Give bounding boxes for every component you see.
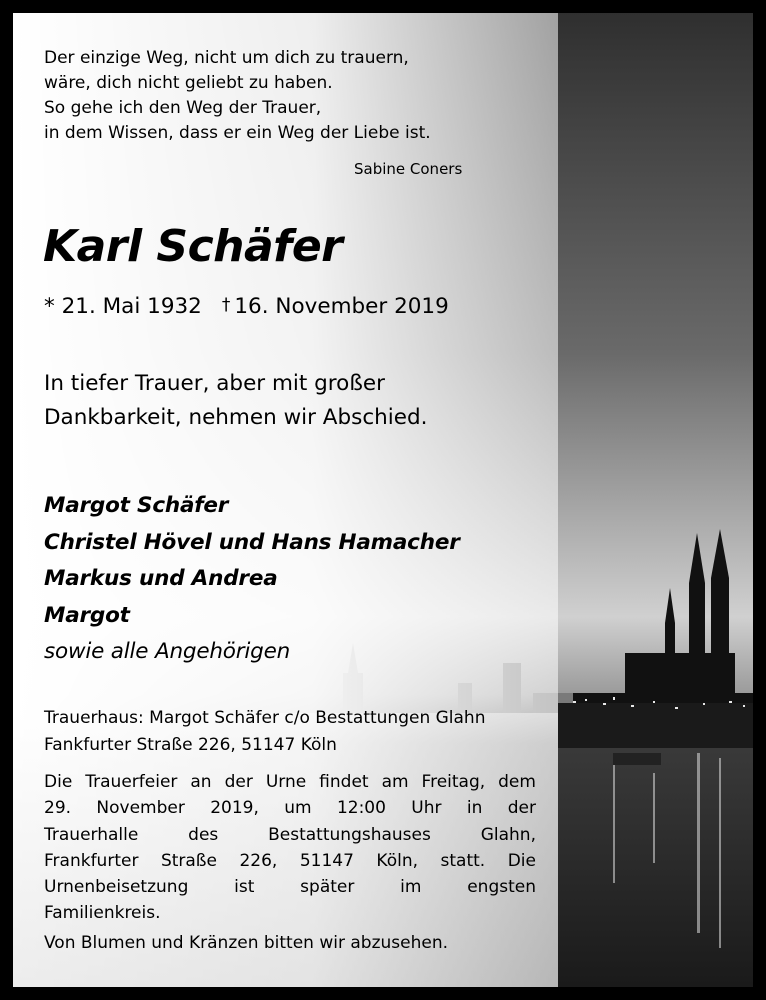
poem-line: wäre, dich nicht geliebt zu haben. <box>44 73 333 93</box>
ceremony-word: des <box>188 824 219 845</box>
family-member: Margot Schäfer <box>44 493 229 518</box>
ceremony-word: Urne <box>265 772 307 792</box>
ceremony-word: 2019, <box>210 798 259 819</box>
poem <box>44 46 484 146</box>
ceremony-line <box>44 795 536 821</box>
deceased-name: Karl Schäfer <box>43 221 343 272</box>
ceremony-word: Trauerfeier <box>85 772 178 792</box>
poem-author: Sabine Coners <box>354 160 463 178</box>
family-list <box>44 488 544 671</box>
ceremony-word: Urnenbeisetzung <box>44 877 189 898</box>
family-member: Markus und Andrea <box>44 566 278 591</box>
ceremony-word: später <box>300 877 355 898</box>
ceremony-word: engsten <box>467 877 536 898</box>
ceremony-word: Uhr <box>411 798 442 819</box>
ceremony-line <box>44 822 536 848</box>
ceremony-word: Frankfurter <box>44 850 139 871</box>
ceremony-text <box>44 769 536 927</box>
ceremony-word: 12:00 <box>336 798 386 819</box>
family-others: sowie alle Angehörigen <box>44 639 291 664</box>
ceremony-line <box>44 769 536 795</box>
ceremony-word: Glahn, <box>480 824 536 845</box>
mourning-text <box>44 367 514 435</box>
ceremony-word: Trauerhalle <box>44 824 139 845</box>
death-date: 16. November 2019 <box>234 294 449 319</box>
ceremony-word: statt. <box>440 850 486 871</box>
ceremony-line <box>44 900 536 926</box>
closing-note: Von Blumen und Kränzen bitten wir abzusehen. <box>44 933 449 953</box>
ceremony-word: Bestattungshauses <box>268 824 431 845</box>
house-line: Trauerhaus: Margot Schäfer c/o Bestattungen Glahn <box>44 708 486 728</box>
house-line: Fankfurter Straße 226, 51147 Köln <box>44 735 337 755</box>
ceremony-word: der <box>507 798 536 819</box>
ceremony-word: am <box>381 772 409 792</box>
ceremony-word: 51147 <box>299 850 354 871</box>
ceremony-word: ist <box>234 877 255 898</box>
ceremony-word: Köln, <box>376 850 419 871</box>
ceremony-word: um <box>284 798 312 819</box>
ceremony-word: findet <box>319 772 369 792</box>
text-layer <box>13 13 753 987</box>
ceremony-word: 226, <box>239 850 278 871</box>
ceremony-word: der <box>224 772 253 792</box>
ceremony-word: dem <box>498 772 536 792</box>
poem-line: Der einzige Weg, nicht um dich zu trauern, <box>44 48 409 68</box>
mourning-house <box>44 705 554 759</box>
ceremony-word: Familienkreis. <box>44 903 161 924</box>
family-member: Christel Hövel und Hans Hamacher <box>44 529 460 555</box>
ceremony-word: 29. <box>44 798 72 819</box>
obituary-card <box>13 13 753 987</box>
life-dates <box>44 294 449 319</box>
family-member: Margot <box>44 602 130 628</box>
ceremony-word: Freitag, <box>421 772 486 792</box>
ceremony-word: Die <box>44 772 73 792</box>
ceremony-word: an <box>190 772 212 792</box>
ceremony-word: November <box>96 798 185 819</box>
birth-date: * 21. Mai 1932 <box>44 294 202 319</box>
ceremony-line <box>44 874 536 900</box>
poem-line: So gehe ich den Weg der Trauer, <box>44 98 322 118</box>
ceremony-word: Straße <box>160 850 217 871</box>
cross-icon: † <box>221 295 231 315</box>
mourning-line: Dankbarkeit, nehmen wir Abschied. <box>44 405 428 430</box>
ceremony-word: Die <box>507 850 536 871</box>
ceremony-word: in <box>466 798 483 819</box>
ceremony-word: im <box>400 877 422 898</box>
poem-line: in dem Wissen, dass er ein Weg der Liebe ist. <box>44 123 431 143</box>
mourning-line: In tiefer Trauer, aber mit großer <box>44 371 385 396</box>
ceremony-line <box>44 848 536 874</box>
